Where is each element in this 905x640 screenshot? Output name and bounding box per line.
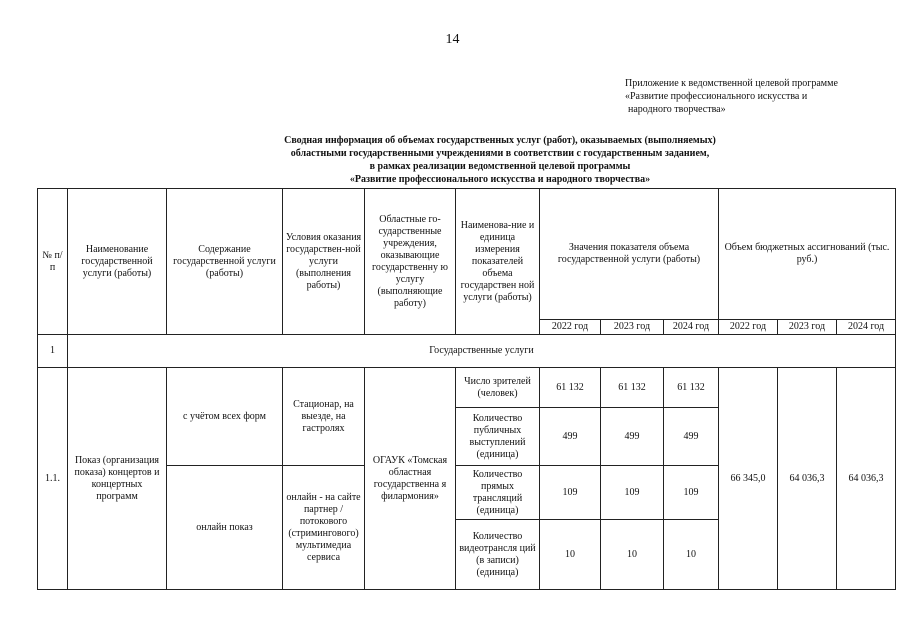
header-year: 2023 год: [778, 320, 837, 335]
header-budget-group: Объем бюджетных ассигнований (тыс. руб.): [719, 189, 896, 320]
institution-name: ОГАУК «Томская областная государственна я филармония»: [365, 368, 456, 590]
indicator-label: Количество видеотрансля ций (в записи) (единица): [456, 520, 540, 590]
indicator-value: 61 132: [540, 368, 601, 408]
header-year: 2024 год: [837, 320, 896, 335]
header-service-name: Наименование государственной услуги (работы): [68, 189, 167, 335]
indicator-value: 10: [540, 520, 601, 590]
header-conditions: Условия оказания государствен-ной услуги (выполнения работы): [283, 189, 365, 335]
header-year: 2024 год: [664, 320, 719, 335]
services-table: [37, 188, 896, 590]
header-indicator: Наименова-ние и единица измерения показателей объема государствен ной услуги (работы): [456, 189, 540, 335]
header-values-group: Значения показателя объема государственной услуги (работы): [540, 189, 719, 320]
indicator-value: 61 132: [664, 368, 719, 408]
service-name: Показ (организация показа) концертов и концертных программ: [68, 368, 167, 590]
header-service-content: Содержание государственной услуги (работы): [167, 189, 283, 335]
indicator-value: 61 132: [601, 368, 664, 408]
form-content: онлайн показ: [167, 466, 283, 590]
indicator-value: 499: [601, 408, 664, 466]
title-line: «Развитие профессионального искусства и народного творчества»: [349, 174, 651, 185]
indicator-label: Количество публичных выступлений (единица): [456, 408, 540, 466]
title-line: в рамках реализации ведомственной целевой программы: [369, 161, 631, 172]
header-year: 2022 год: [540, 320, 601, 335]
section-label: Государственные услуги: [68, 335, 896, 368]
appendix-line: Приложение к ведомственной целевой программе: [625, 78, 838, 89]
indicator-value: 109: [540, 466, 601, 520]
header-institutions: Областные го-сударственные учреждения, оказывающие государственну ю услугу (выполняющие работу): [365, 189, 456, 335]
title-line: Сводная информация об объемах государственных услуг (работ), оказываемых (выполняемых): [284, 135, 716, 146]
form-content: с учётом всех форм: [167, 368, 283, 466]
document-title: [200, 134, 800, 186]
appendix-line: народного творчества»: [628, 104, 726, 115]
title-line: областными государственными учреждениями в соответствии с государственным заданием,: [290, 148, 710, 159]
indicator-value: 109: [601, 466, 664, 520]
indicator-value: 109: [664, 466, 719, 520]
service-num: 1.1.: [38, 368, 68, 590]
page-number: 14: [445, 32, 460, 47]
appendix-line: «Развитие профессионального искусства и: [625, 91, 808, 102]
indicator-value: 499: [540, 408, 601, 466]
form-conditions: онлайн - на сайте партнер / потокового (стримингового) мультимедиа сервиса: [283, 466, 365, 590]
appendix-note: [625, 77, 895, 116]
indicator-value: 499: [664, 408, 719, 466]
indicator-value: 10: [664, 520, 719, 590]
header-num: № п/п: [38, 189, 68, 335]
budget-value: 66 345,0: [719, 368, 778, 590]
section-num: 1: [38, 335, 68, 368]
indicator-value: 10: [601, 520, 664, 590]
budget-value: 64 036,3: [837, 368, 896, 590]
indicator-label: Число зрителей (человек): [456, 368, 540, 408]
form-conditions: Стационар, на выезде, на гастролях: [283, 368, 365, 466]
header-year: 2022 год: [719, 320, 778, 335]
header-year: 2023 год: [601, 320, 664, 335]
indicator-label: Количество прямых трансляций (единица): [456, 466, 540, 520]
budget-value: 64 036,3: [778, 368, 837, 590]
